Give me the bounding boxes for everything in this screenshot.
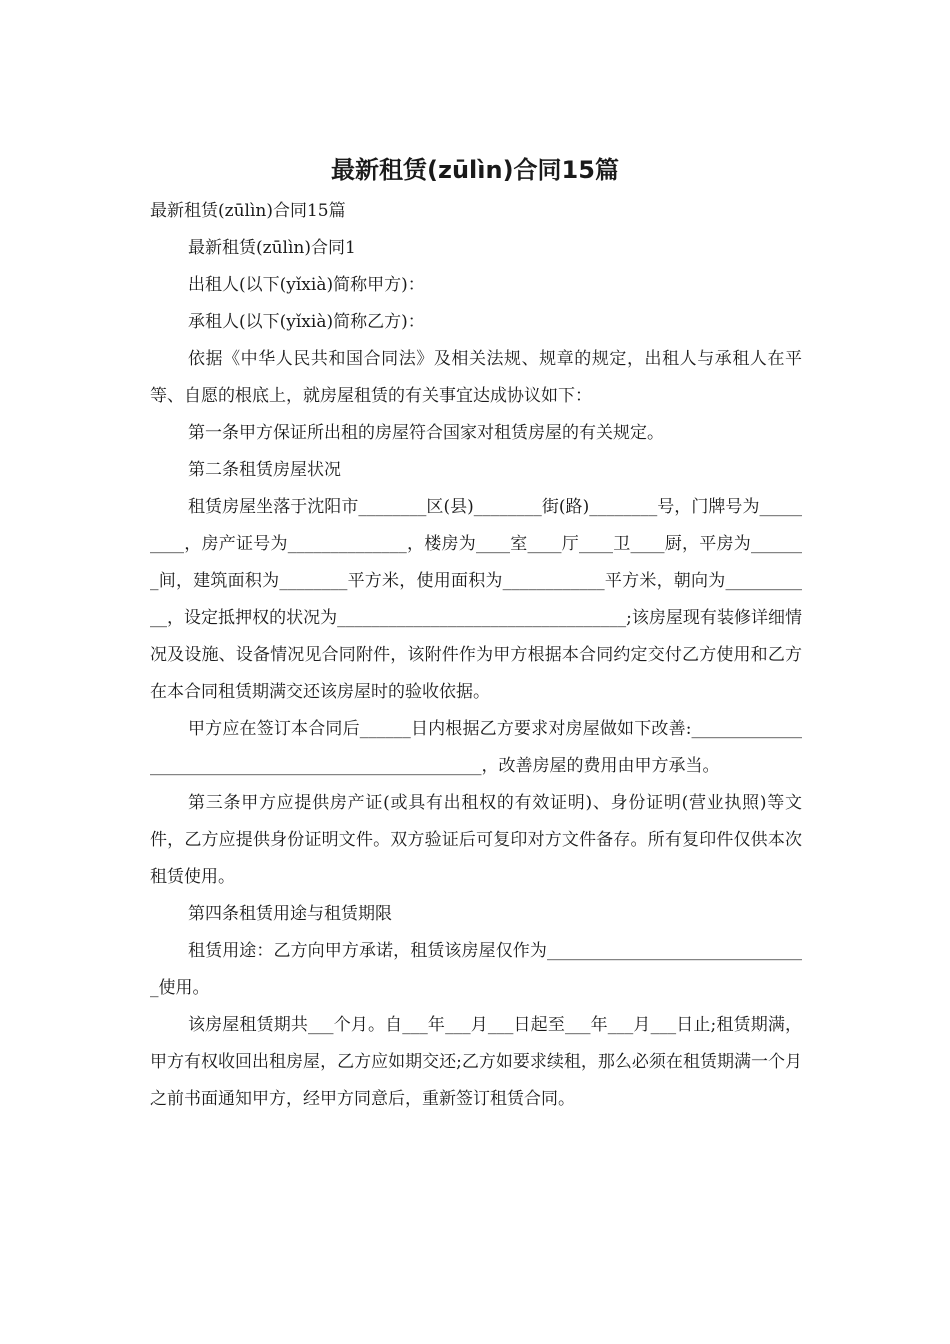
paragraph-preamble: 依据《中华人民共和国合同法》及相关法规、规章的规定，出租人与承租人在平等、自愿的根底上，就房屋租赁的有关事宜达成协议如下： (150, 349, 802, 406)
paragraph-usage: 租赁用途：乙方向甲方承诺，租赁该房屋仅作为_______________________________使用。 (150, 941, 802, 998)
paragraph-article-2-heading: 第二条租赁房屋状况 (188, 460, 341, 480)
document-title: 最新租赁(zūlìn)合同15篇 (331, 156, 619, 184)
paragraph-improvements: 甲方应在签订本合同后______日内根据乙方要求对房屋做如下改善:____________________________________________________，改善房屋的费用由甲方承当。 (150, 719, 802, 776)
paragraph-article-4-heading: 第四条租赁用途与租赁期限 (188, 904, 392, 924)
paragraph-subtitle: 最新租赁(zūlìn)合同15篇 (150, 201, 346, 221)
paragraph-term: 该房屋租赁期共___个月。自___年___月___日起至___年___月___日止;租赁期满，甲方有权收回出租房屋，乙方应如期交还;乙方如要求续租，那么必须在租赁期满一个月之前书面通知甲方，经甲方同意后，重新签订租赁合同。 (150, 1015, 802, 1109)
paragraph-lessor: 出租人(以下(yǐxià)简称甲方)： (188, 275, 425, 295)
paragraph-lessee: 承租人(以下(yǐxià)简称乙方)： (188, 312, 425, 332)
paragraph-article-1: 第一条甲方保证所出租的房屋符合国家对租赁房屋的有关规定。 (188, 423, 664, 443)
paragraph-property-details: 租赁房屋坐落于沈阳市________区(县)________街(路)________号，门牌号为_________，房产证号为______________，楼房为____室____厅____卫____厨，平房为_______间，建筑面积为________平方米，使用面积为____________平方米，朝向为___________，设定抵押权的状况为__________________________________;该房屋现有装修详细情况及设施、设备情况见合同附件，该附件作为甲方根据本合同约定交付乙方使用和乙方在本合同租赁期满交还该房屋时的验收依据。 (150, 497, 802, 702)
paragraph-contract-number: 最新租赁(zūlìn)合同1 (188, 238, 356, 258)
document-body (150, 193, 802, 1118)
paragraph-article-3: 第三条甲方应提供房产证(或具有出租权的有效证明)、身份证明(营业执照)等文件，乙方应提供身份证明文件。双方验证后可复印对方文件备存。所有复印件仅供本次租赁使用。 (150, 793, 802, 887)
